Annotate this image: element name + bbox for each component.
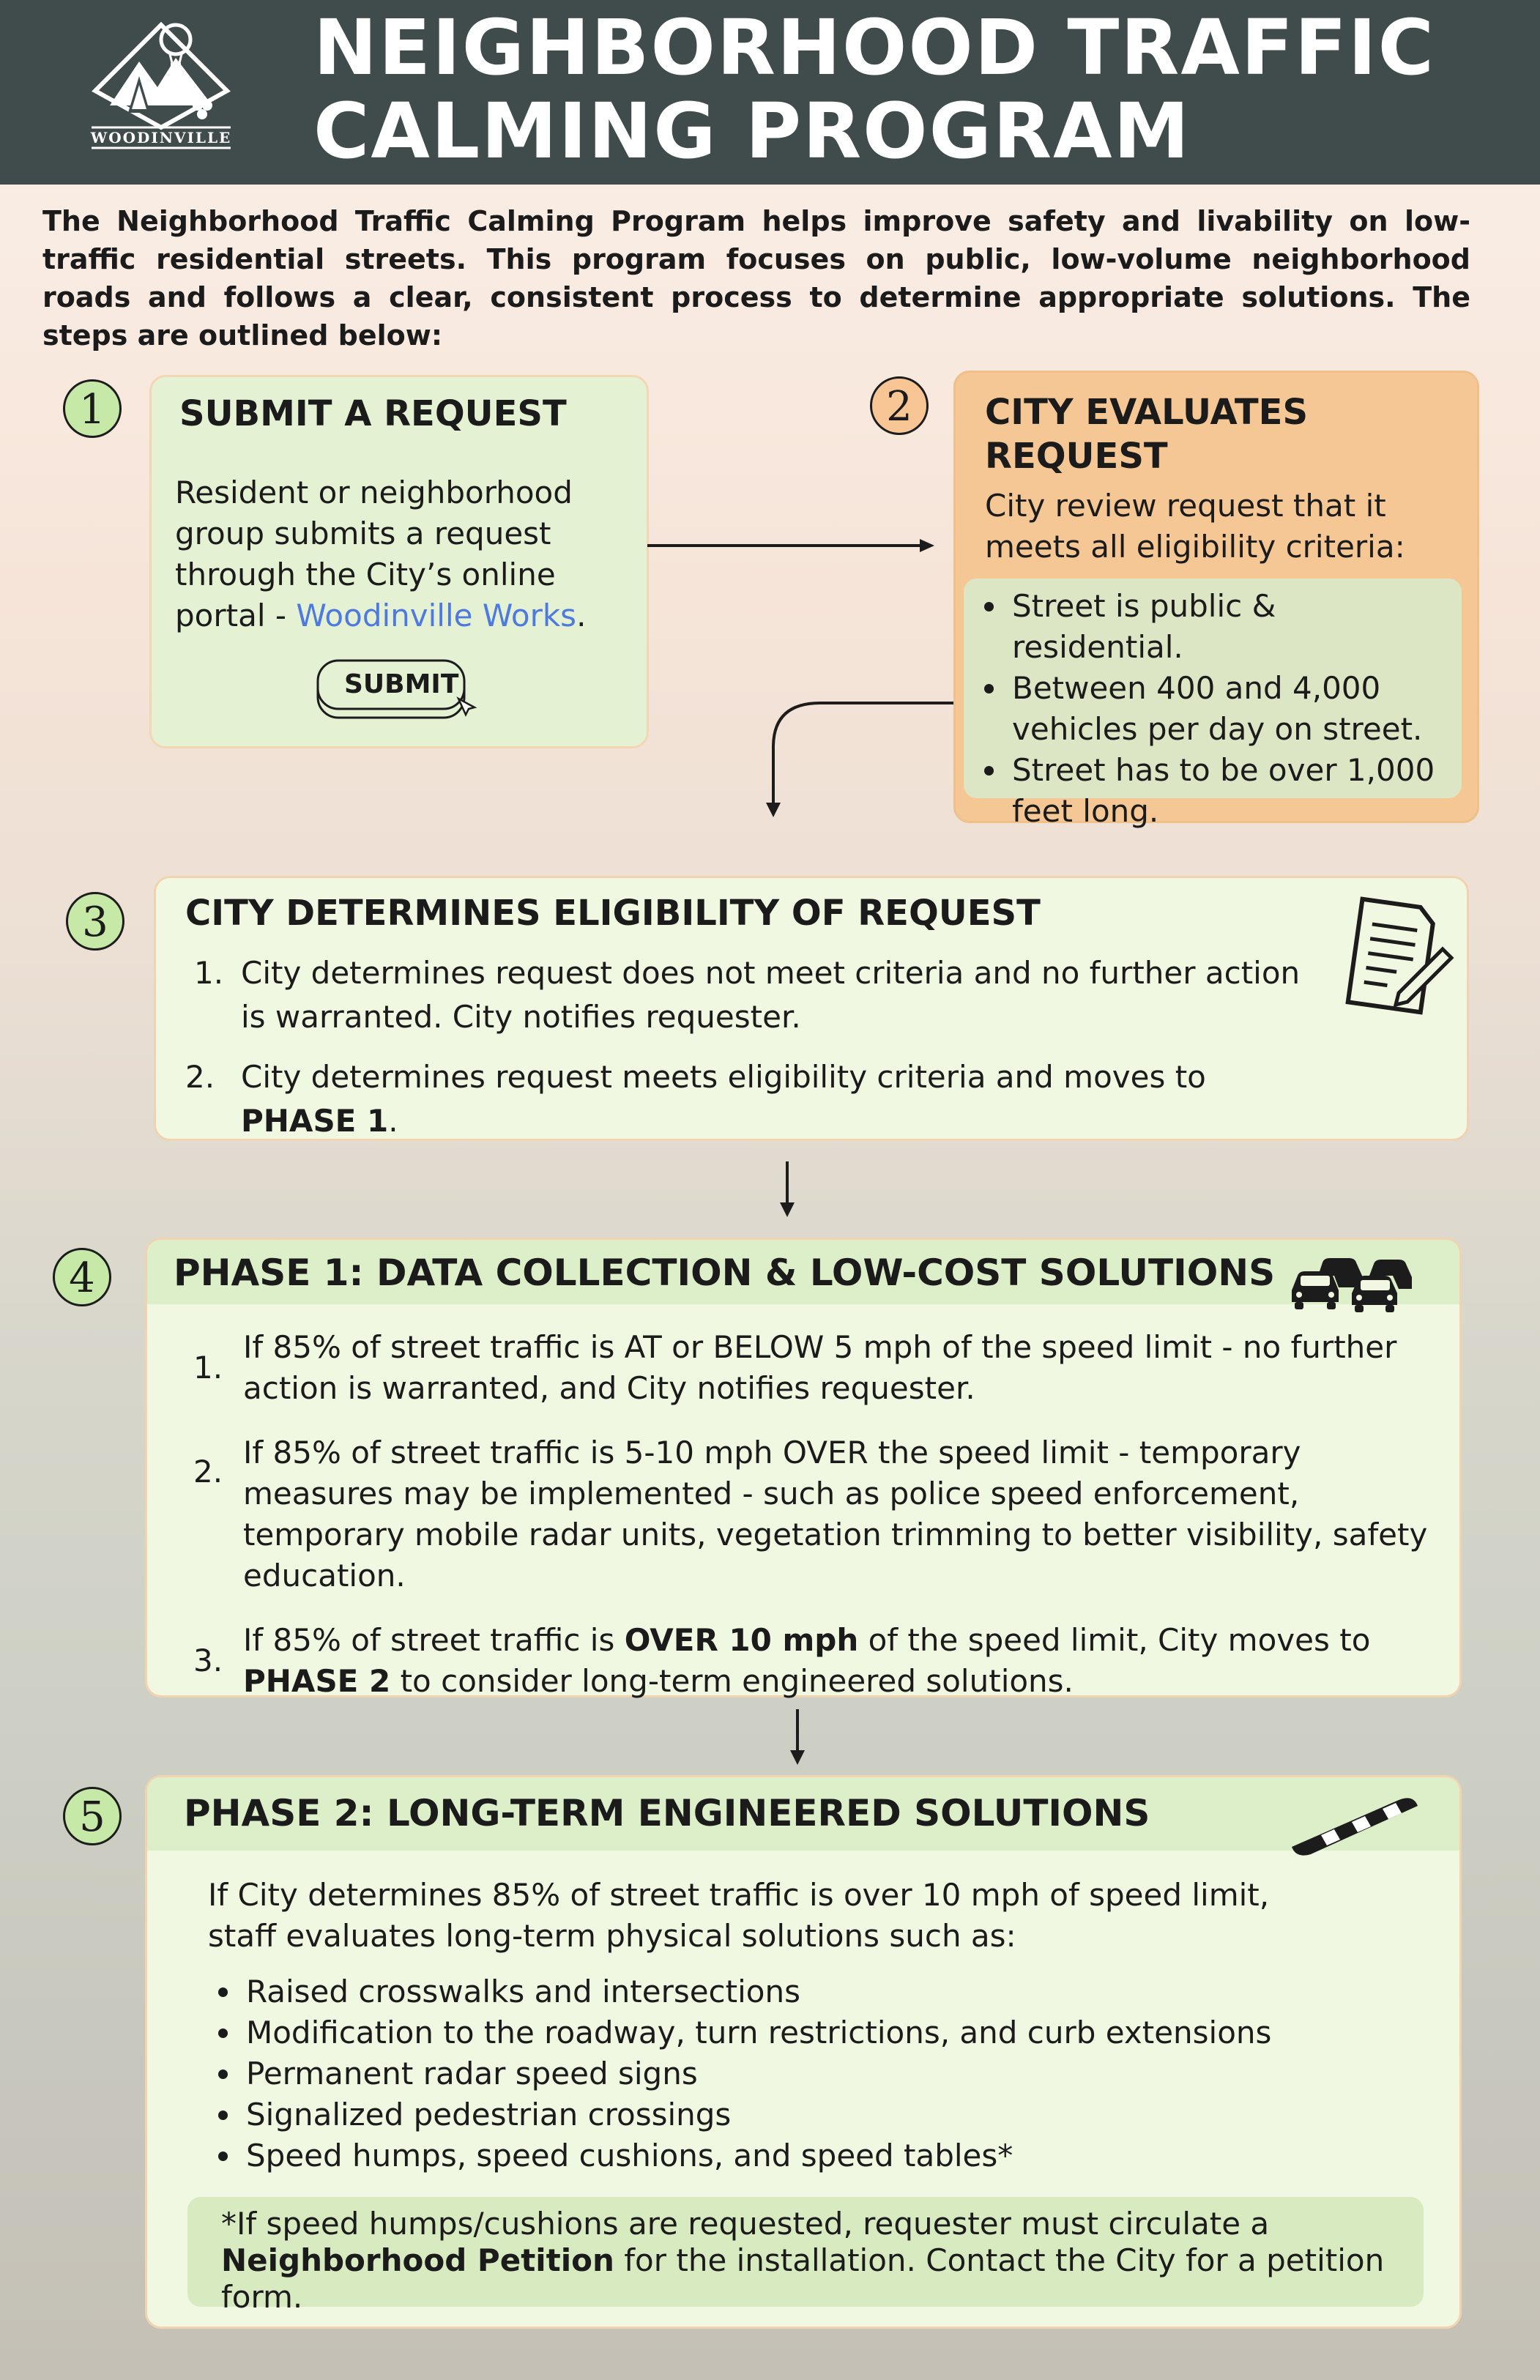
criteria-item: Between 400 and 4,000 vehicles per day on street. — [971, 668, 1454, 750]
header-banner — [0, 0, 1540, 185]
step-3-card — [154, 876, 1469, 1141]
step-4-item — [193, 1620, 1453, 1702]
step-1-description: Resident or neighborhood group submits a request through the City’s online portal - — [175, 475, 573, 633]
step-5-number: 5 — [63, 1787, 122, 1845]
step-2-text: City review request that it meets all eligibility criteria: — [985, 488, 1405, 565]
item-bold: PHASE 2 — [243, 1663, 391, 1699]
item-bold: OVER 10 mph — [624, 1622, 859, 1658]
solution-item: Signalized pedestrian crossings — [205, 2094, 1406, 2135]
step-4-header — [147, 1240, 1459, 1304]
step-3-list — [185, 951, 1306, 1143]
step-4-title: PHASE 1: DATA COLLECTION & LOW-COST SOLUTIONS — [174, 1252, 1276, 1294]
step-1-text — [175, 472, 625, 636]
arrow-step1-to-step2 — [647, 535, 940, 557]
arrow-step3-to-step4 — [776, 1161, 798, 1220]
criteria-list — [971, 586, 1454, 832]
woodinville-works-link[interactable]: Woodinville Works — [296, 598, 577, 633]
title-line-1: NEIGHBORHOOD TRAFFIC — [313, 3, 1435, 92]
item-number: 1. — [194, 955, 224, 991]
item-text: City determines request does not meet criteria and no further action is warranted. City notifies requester. — [241, 955, 1301, 1035]
item-number: 1. — [193, 1350, 223, 1386]
step-5-title: PHASE 2: LONG-TERM ENGINEERED SOLUTIONS — [184, 1792, 1150, 1834]
submit-button[interactable]: SUBMIT — [344, 669, 459, 699]
criteria-box — [964, 579, 1462, 829]
arrow-step4-to-step5 — [786, 1709, 808, 1768]
solution-item: Raised crosswalks and intersections — [205, 1971, 1406, 2012]
step-4-item — [193, 1432, 1453, 1596]
item-text: City determines request meets eligibility criteria and moves to — [241, 1059, 1206, 1095]
item-post: to consider long-term engineered solutions. — [390, 1663, 1074, 1699]
solution-item: Speed humps, speed cushions, and speed tables* — [205, 2135, 1406, 2176]
woodinville-logo — [88, 18, 234, 149]
step-3-item — [185, 1055, 1306, 1143]
traffic-cars-icon — [1289, 1257, 1413, 1312]
step-3-number: 3 — [66, 892, 124, 951]
solutions-list — [205, 1971, 1406, 2176]
item-mid: of the speed limit, City moves to — [858, 1622, 1371, 1658]
step-2-title: CITY EVALUATES REQUEST — [985, 392, 1309, 477]
step-4-list — [193, 1327, 1453, 1702]
item-text: If 85% of street traffic is AT or BELOW 5 mph of the speed limit - no further action is warranted, and City notifies requester. — [243, 1329, 1397, 1406]
note-text: *If speed humps/cushions are requested, requester must circulate a — [221, 2206, 1270, 2242]
item-after: . — [388, 1103, 398, 1139]
arrow-step2-to-step3 — [762, 696, 959, 820]
item-number: 2. — [193, 1454, 223, 1490]
speed-hump-icon — [1289, 1791, 1421, 1857]
title-line-2: CALMING PROGRAM — [313, 86, 1191, 176]
step-5-intro: If City determines 85% of street traffic is over 10 mph of speed limit, staff evaluates long-term physical solutions such as: — [208, 1877, 1270, 1954]
step-4-number: 4 — [53, 1248, 111, 1306]
step-3-title: CITY DETERMINES ELIGIBILITY OF REQUEST — [185, 893, 1041, 934]
step-1-number: 1 — [63, 379, 122, 438]
criteria-item: Street is public & residential. — [971, 586, 1454, 668]
intro-paragraph: The Neighborhood Traffic Calming Program helps improve safety and livability on low-traffic residential streets. This program focuses on public, low-volume neighborhood roads and follows a clear, consistent process to determine appropriate solutions. The steps are outlined below: — [42, 205, 1470, 352]
logo-text: WOODINVILLE — [90, 129, 232, 146]
item-pre: If 85% of street traffic is — [243, 1622, 625, 1658]
step-3-item — [185, 951, 1306, 1039]
step-1-period: . — [576, 598, 587, 633]
item-bold: PHASE 1 — [241, 1103, 389, 1139]
item-number: 2. — [185, 1059, 215, 1095]
step-2-number: 2 — [870, 376, 929, 435]
step-5-header — [147, 1777, 1459, 1851]
solution-item: Permanent radar speed signs — [205, 2053, 1406, 2094]
note-bold: Neighborhood Petition — [221, 2242, 614, 2278]
petition-note — [187, 2197, 1424, 2315]
note-text-after: for the installation. Contact the City for a petition form. — [221, 2242, 1385, 2315]
item-number: 3. — [193, 1643, 223, 1678]
step-1-title: SUBMIT A REQUEST — [179, 393, 567, 434]
document-pen-icon — [1340, 898, 1457, 1015]
item-text: If 85% of street traffic is 5-10 mph OVER the speed limit - temporary measures may be implemented - such as police speed enforcement, temporary mobile radar units, vegetation trimming to better visibility, safety education. — [243, 1435, 1428, 1594]
step-4-item — [193, 1327, 1453, 1409]
criteria-item: Street has to be over 1,000 feet long. — [971, 750, 1454, 832]
solution-item: Modification to the roadway, turn restrictions, and curb extensions — [205, 2012, 1406, 2053]
page-title — [313, 3, 1514, 176]
